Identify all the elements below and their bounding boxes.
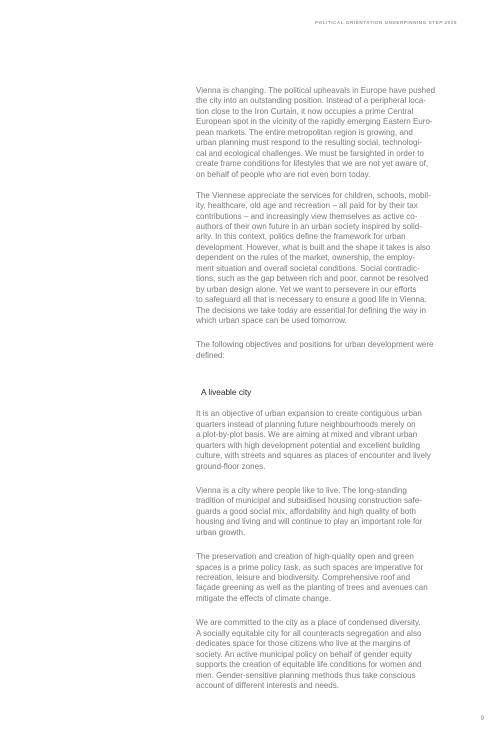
intro-paragraph-2: The Viennese appreciate the services for children, schools, mobil- ity, healthcare, old age and recreation – all paid for by their tax contributions – and increasingly view themselves as active co- authors of their own future in an urban society inspired by solid- arity. In this context, politics define the framework for urban development. However, what is built and the shape it takes is also dependent on the rules of the market, ownership, the employ- ment situation and overall societal conditions. Social contradic- tions, such as the gap between rich and poor, cannot be resolved by urban design alone. Yet we want to persevere in our efforts to safeguard all that is necessary to ensure a good life in Vienna. The decisions we take today are essential for defining the way in which urban space can be used tomorrow. — [196, 190, 431, 326]
section-heading: A liveable city — [201, 387, 252, 398]
section-paragraph-2: Vienna is a city where people like to live. The long-standing tradition of municipal and subsidised housing construction safe- guards a good social mix, affordability and high quality of both housing and living and will continue to play an important role for urban growth. — [196, 485, 423, 537]
section-paragraph-3: The preservation and creation of high-quality open and green spaces is a prime policy task, as such spaces are imperative for recreation, leisure and biodiversity. Comprehensive roof and façade greening as well as the planting of trees and avenues can mitigate the effects of climate change. — [196, 552, 428, 603]
running-header: POLITICAL ORIENTATION UNDERPINNING STEP 2025 — [314, 20, 457, 25]
intro-paragraph-1: Vienna is changing. The political upheavals in Europe have pushed the city into an outstanding position. Instead of a peripheral loca- tion close to the Iron Curtain, it now occupies a prime Central European spot in the vicinity of the rapidly emerging Eastern Euro- pean markets. The entire metropolitan region is growing, and urban planning must respond to the resulting social, technologi- cal and ecological challenges. We must be farsighted in order to create frame conditions for lifestyles that we are not yet aware of, on behalf of people who are not even born today. — [196, 86, 436, 179]
intro-paragraph-3: The following objectives and positions for urban development were defined: — [196, 340, 434, 360]
page-number: 9 — [480, 715, 484, 722]
section-paragraph-1: It is an objective of urban expansion to create contiguous urban quarters instead of planning future neighbourhoods merely on a plot-by-plot basis. We are aiming at mixed and vibrant urban quarters with high development potential and excellent building culture, with streets and squares as places of encounter and lively ground-floor zones. — [196, 409, 431, 471]
section-paragraph-4: We are committed to the city as a place of condensed diversity. A socially equitable city for all counteracts segregation and also dedicates space for those citizens who live at the margins of society. An active municipal policy on behalf of gender equity supports the creation of equitable life conditions for women and men. Gender-sensitive planning methods thus take conscious account of different interests and needs. — [196, 618, 422, 690]
main-text-column — [196, 86, 466, 702]
